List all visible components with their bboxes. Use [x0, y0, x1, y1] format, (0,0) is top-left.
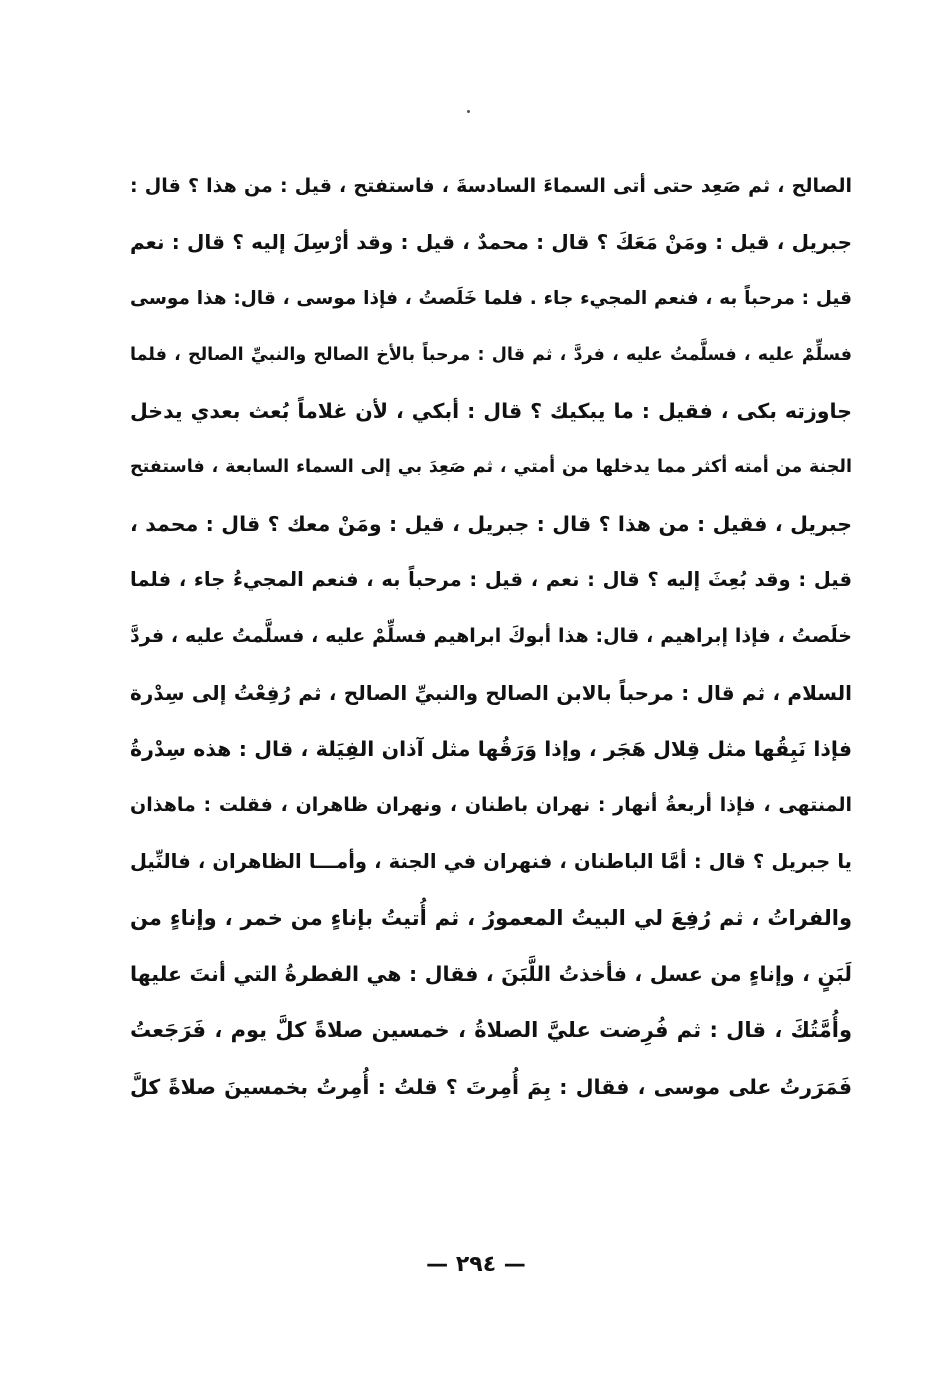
stray-mark [467, 110, 470, 113]
text-line: فسلِّمْ عليه ، فسلَّمتُ عليه ، فردَّ ، ثم قال : مرحباً بالأخ الصالح والنبيِّ الصالح ، فلما [130, 344, 852, 365]
text-line: فَمَرَرتُ على موسى ، فقال : بِمَ أُمِرتَ ؟ قلتُ : أُمِرتُ بخمسينَ صلاةً كلَّ [130, 1074, 852, 1099]
page-number: — ٢٩٤ — [426, 1252, 526, 1277]
body-text [130, 158, 852, 1115]
text-line: فإذا نَبِقُها مثل قِلال هَجَر ، وإذا وَرَقُها مثل آذان الفِيَلة ، قال : هذه سِدْرةُ [130, 736, 852, 761]
text-line: يا جبريل ؟ قال : أمَّا الباطنان ، فنهران في الجنة ، وأمـــا الظاهران ، فالنِّيل [130, 849, 852, 873]
text-line: السلام ، ثم قال : مرحباً بالابن الصالح والنبيِّ الصالح ، ثم رُفِعْتُ إلى سِدْرة [130, 680, 852, 705]
text-line: جبريل ، قيل : ومَنْ مَعَكَ ؟ قال : محمدٌ ، قيل : وقد أرْسِلَ إليه ؟ قال : نعم [130, 230, 852, 255]
text-line: قيل : وقد بُعِثَ إليه ؟ قال : نعم ، قيل : مرحباً به ، فنعم المجيءُ جاء ، فلما [130, 568, 852, 592]
text-line: الجنة من أمته أكثر مما يدخلها من أمتي ، ثم صَعِدَ بي إلى السماء السابعة ، فاستفتح [130, 457, 852, 478]
text-line: المنتهى ، فإذا أربعةُ أنهار : نهران باطنان ، ونهران ظاهران ، فقلت : ماهذان [130, 794, 852, 817]
text-line: خلَصتُ ، فإذا إبراهيم ، قال: هذا أبوكَ ابراهيم فسلِّمْ عليه ، فسلَّمتُ عليه ، فردَّ [130, 625, 852, 648]
text-line: والفراتُ ، ثم رُفِعَ لي البيتُ المعمورُ ، ثم أُتيتُ بإناءٍ من خمر ، وإناءٍ من [130, 905, 852, 930]
text-line: لَبَنٍ ، وإناءٍ من عسل ، فأخذتُ اللَّبَنَ ، فقال : هي الفطرةُ التي أنتَ عليها [130, 962, 852, 987]
text-line: وأُمَّتُكَ ، قال : ثم فُرِضت عليَّ الصلاةُ ، خمسين صلاةً كلَّ يوم ، فَرَجَعتُ [130, 1018, 852, 1043]
text-line: جبريل ، فقيل : من هذا ؟ قال : جبريل ، قيل : ومَنْ معك ؟ قال : محمد ، [130, 511, 852, 536]
text-line: جاوزته بكى ، فقيل : ما يبكيك ؟ قال : أبكي ، لأن غلاماً بُعث بعدي يدخل [130, 399, 852, 424]
text-line: الصالح ، ثم صَعِد حتى أتى السماءَ السادسةَ ، فاستفتح ، قيل : من هذا ؟ قال : [130, 175, 852, 197]
text-line: قيل : مرحباً به ، فنعم المجيء جاء . فلما خَلَصتُ ، فإذا موسى ، قال: هذا موسى [130, 287, 852, 309]
